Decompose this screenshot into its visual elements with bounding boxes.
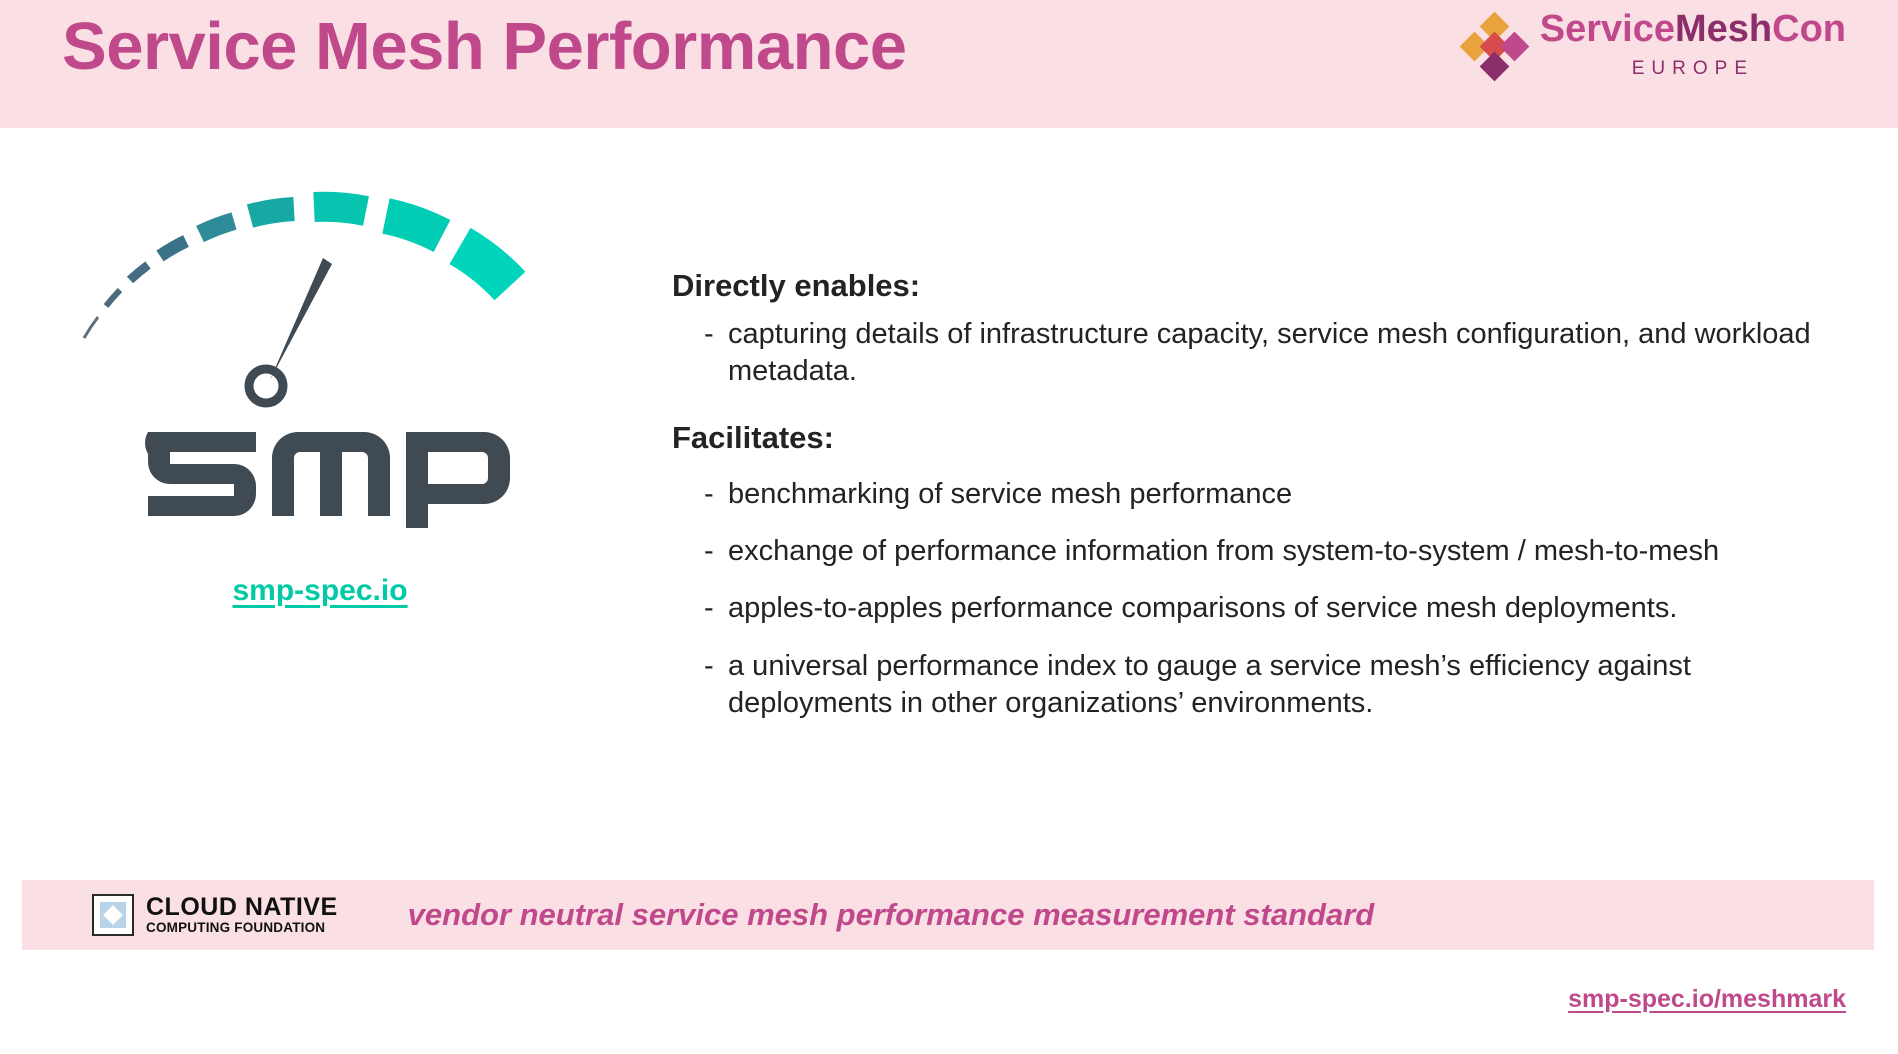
list-item: [672, 476, 1862, 513]
footer-band: [22, 880, 1874, 950]
bullet-text: a universal performance index to gauge a service mesh’s efficiency against deployments in other organizations’ environments.: [728, 649, 1691, 719]
bullet-dash: -: [704, 318, 714, 350]
bullet-text: exchange of performance information from system-to-system / mesh-to-mesh: [728, 535, 1720, 568]
meshmark-link[interactable]: smp-spec.io/meshmark: [1568, 985, 1846, 1013]
slide-header: [0, 0, 1898, 128]
bullet-text: apples-to-apples performance comparisons of service mesh deployments.: [728, 592, 1678, 625]
performance-gauge-icon: [70, 190, 590, 420]
smp-spec-link[interactable]: smp-spec.io: [232, 574, 408, 607]
cncf-mark-icon: [92, 894, 134, 936]
bullet-text: benchmarking of service mesh performance: [728, 478, 1293, 511]
footer-tagline: vendor neutral service mesh performance measurement standard: [407, 897, 1375, 932]
bullet-dash: -: [704, 592, 714, 625]
bullet-dash: -: [704, 535, 714, 568]
heading-facilitates: Facilitates:: [672, 420, 834, 456]
list-item: [672, 533, 1862, 570]
conference-brand: [1464, 10, 1846, 80]
list-item: [672, 590, 1862, 627]
right-column: [672, 268, 1862, 722]
bullet-dash: -: [704, 478, 714, 511]
cncf-logo: [92, 894, 338, 936]
cncf-line-1: CLOUD NATIVE: [146, 893, 338, 922]
bullet-text: capturing details of infrastructure capacity, service mesh configuration, and workload metadata.: [728, 318, 1811, 388]
smp-wordmark: [0, 410, 700, 530]
heading-directly-enables: Directly enables:: [672, 268, 921, 303]
brand-word-con: Con: [1772, 8, 1846, 50]
page-title: Service Mesh Performance: [62, 9, 907, 84]
brand-wordmark: [1540, 10, 1846, 50]
brand-word-mesh: Mesh: [1674, 8, 1773, 50]
bullet-list-directly-enables: [672, 316, 1862, 390]
list-item: [672, 648, 1862, 722]
bullet-list-facilitates: [672, 476, 1862, 722]
servicemeshcon-logo-icon: [1464, 16, 1526, 78]
list-item: [672, 316, 1862, 390]
brand-word-service: Service: [1539, 8, 1675, 50]
cncf-line-2: COMPUTING FOUNDATION: [146, 919, 326, 935]
left-column: [0, 190, 700, 608]
brand-region: EUROPE: [1631, 57, 1754, 79]
bullet-dash: -: [704, 649, 714, 682]
